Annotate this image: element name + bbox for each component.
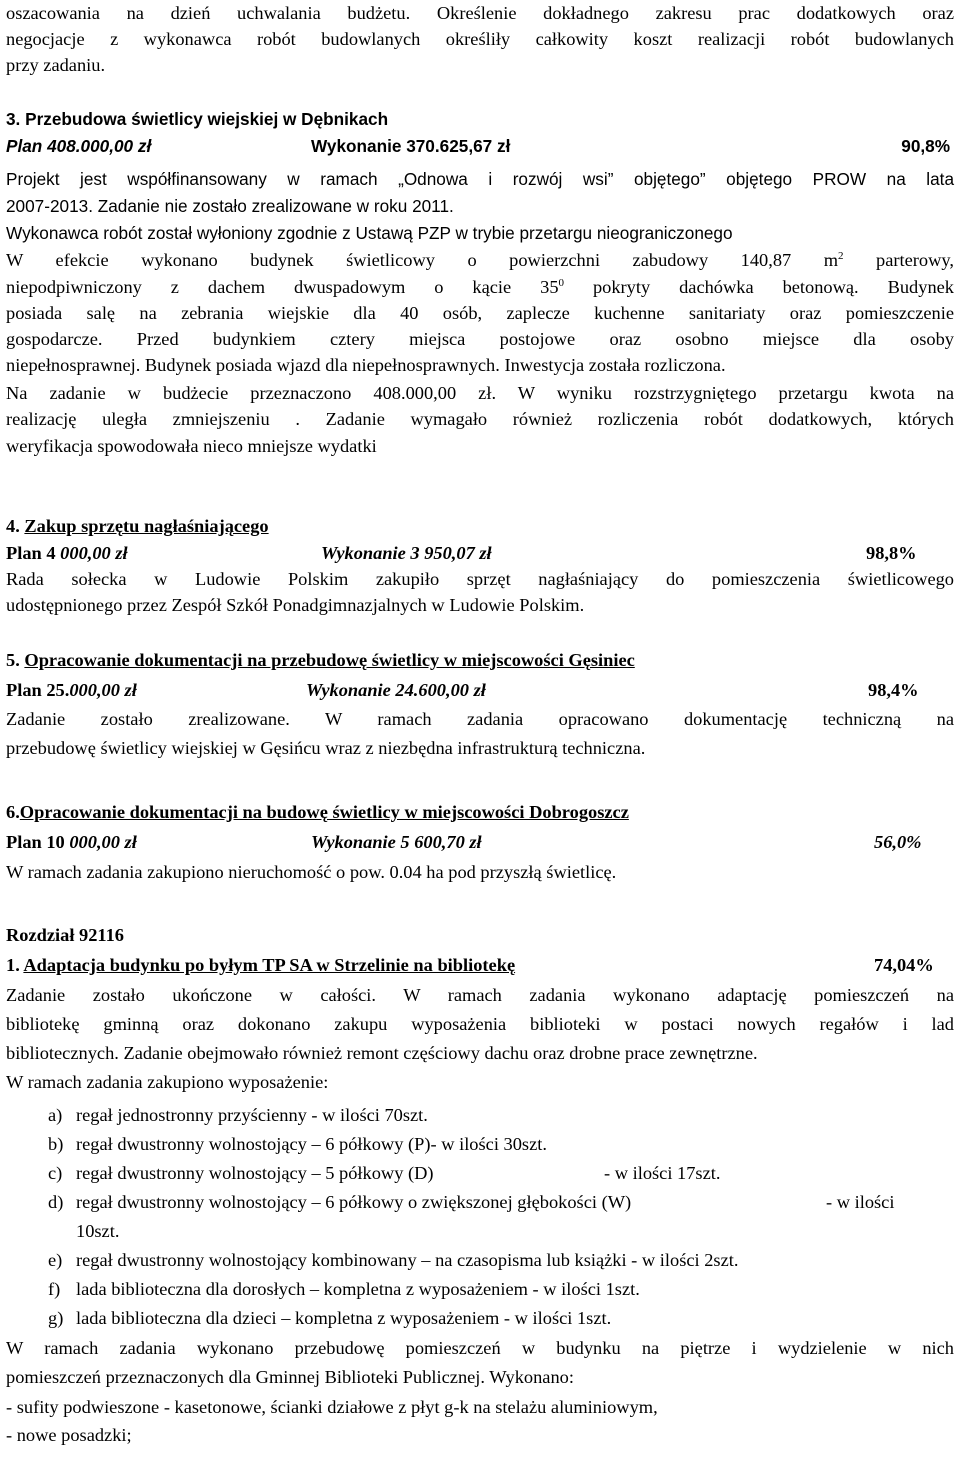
plan-amount: Plan 25.000,00 zł bbox=[6, 680, 137, 700]
plan-amount: Plan 4 000,00 zł bbox=[6, 543, 128, 563]
paragraph-line: - nowe posadzki; bbox=[6, 1425, 132, 1445]
execution-percent: 74,04% bbox=[874, 955, 934, 975]
paragraph-line: Wykonawca robót został wyłoniony zgodnie z Ustawą PZP w trybie przetargu nieograniczonego bbox=[6, 223, 733, 243]
execution-amount: Wykonanie 370.625,67 zł bbox=[311, 136, 511, 156]
paragraph-line: przy zadaniu. bbox=[6, 55, 106, 75]
paragraph-line: 2007-2013. Zadanie nie zostało zrealizowane w roku 2011. bbox=[6, 196, 454, 216]
paragraph-line: bibliotekę gminną oraz dokonano zakupu wyposażenia biblioteki w postaci nowych regałów i lad bbox=[6, 1014, 954, 1034]
paragraph-line: udostępnionego przez Zespół Szkół Ponadgimnazjalnych w Ludowie Polskim. bbox=[6, 595, 585, 615]
list-item: c) regał dwustronny wolnostojący – 5 półkowy (D) - w ilości 17szt. bbox=[48, 1163, 721, 1183]
section-heading: 6.Opracowanie dokumentacji na budowę świetlicy w miejscowości Dobrogoszcz bbox=[6, 802, 629, 822]
list-item-continuation: 10szt. bbox=[76, 1221, 120, 1241]
paragraph-line: przebudowę świetlicy wiejskiej w Gęsińcu wraz z niezbędna infrastrukturą techniczna. bbox=[6, 738, 646, 758]
list-item: b) regał dwustronny wolnostojący – 6 półkowy (P)- w ilości 30szt. bbox=[48, 1134, 547, 1154]
paragraph-line: W efekcie wykonano budynek świetlicowy o powierzchni zabudowy 140,87 $m^2$ parterowy, bbox=[6, 250, 954, 270]
execution-percent: 56,0% bbox=[874, 832, 922, 852]
paragraph-line: niepodpiwniczony z dachem dwuspadowym o kącie $35^0$ pokryty dachówka betonową. Budynek bbox=[6, 277, 954, 297]
list-item: d) regał dwustronny wolnostojący – 6 półkowy o zwiększonej głębokości (W) - w ilości bbox=[48, 1192, 895, 1212]
paragraph-line: Rada sołecka w Ludowie Polskim zakupiło sprzęt nagłaśniający do pomieszczenia świetlicowego bbox=[6, 569, 954, 589]
paragraph-line: niepełnosprawnej. Budynek posiada wjazd dla niepełnosprawnych. Inwestycja została rozliczona. bbox=[6, 355, 726, 375]
execution-amount: Wykonanie 5 600,70 zł bbox=[311, 832, 482, 852]
list-item: a) regał jednostronny przyścienny - w ilości 70szt. bbox=[48, 1105, 428, 1125]
plan-amount: Plan 10 000,00 zł bbox=[6, 832, 137, 852]
section-heading: 5. Opracowanie dokumentacji na przebudowę świetlicy w miejscowości Gęsiniec bbox=[6, 650, 635, 670]
paragraph-line: Projekt jest współfinansowany w ramach „Odnowa i rozwój wsi” objętego” objętego PROW na lata bbox=[6, 169, 954, 189]
execution-amount: Wykonanie 3 950,07 zł bbox=[321, 543, 492, 563]
list-item: g) lada biblioteczna dla dzieci – kompletna z wyposażeniem - w ilości 1szt. bbox=[48, 1308, 612, 1328]
paragraph-line: - sufity podwieszone - kasetonowe, ścianki działowe z płyt g-k na stelażu aluminiowym, bbox=[6, 1397, 658, 1417]
paragraph-line: gospodarcze. Przed budynkiem cztery miejsca postojowe oraz osobno miejsce dla osoby bbox=[6, 329, 954, 349]
list-item: e) regał dwustronny wolnostojący kombinowany – na czasopisma lub książki - w ilości 2szt. bbox=[48, 1250, 739, 1270]
paragraph-line: negocjacje z wykonawca robót budowlanych określiły całkowity koszt realizacji robót budowlanych bbox=[6, 29, 954, 49]
list-item: f) lada biblioteczna dla dorosłych – kompletna z wyposażeniem - w ilości 1szt. bbox=[48, 1279, 640, 1299]
paragraph-line: W ramach zadania wykonano przebudowę pomieszczeń w budynku na piętrze i wydzielenie w nich bbox=[6, 1338, 954, 1358]
paragraph-line: oszacowania na dzień uchwalania budżetu. Określenie dokładnego zakresu prac dodatkowych oraz bbox=[6, 3, 954, 23]
paragraph-line: weryfikacja spowodowała nieco mniejsze wydatki bbox=[6, 436, 377, 456]
paragraph-line: Zadanie zostało zrealizowane. W ramach zadania opracowano dokumentację techniczną na bbox=[6, 709, 954, 729]
chapter-heading: Rozdział 92116 bbox=[6, 925, 125, 945]
paragraph-line: W ramach zadania zakupiono wyposażenie: bbox=[6, 1072, 329, 1092]
paragraph-line: W ramach zadania zakupiono nieruchomość o pow. 0.04 ha pod przyszłą świetlicę. bbox=[6, 862, 617, 882]
execution-percent: 90,8% bbox=[901, 136, 950, 156]
section-heading: 4. Zakup sprzętu nagłaśniającego bbox=[6, 516, 269, 536]
item-heading-row: 1. Adaptacja budynku po byłym TP SA w Strzelinie na bibliotekę 74,04% bbox=[6, 952, 954, 978]
paragraph-line: realizację uległa zmniejszeniu . Zadanie wymagało również rozliczenia robót dodatkowych, których bbox=[6, 409, 954, 429]
paragraph-line: bibliotecznych. Zadanie obejmowało również remont częściowy dachu oraz drobne prace zewnętrzne. bbox=[6, 1043, 758, 1063]
execution-amount: Wykonanie 24.600,00 zł bbox=[306, 680, 486, 700]
paragraph-line: Na zadanie w budżecie przeznaczono 408.000,00 zł. W wyniku rozstrzygniętego przetargu kwota na bbox=[6, 383, 954, 403]
paragraph-line: posiada salę na zebrania wiejskie dla 40 osób, zaplecze kuchenne sanitariaty oraz pomieszczenie bbox=[6, 303, 954, 323]
execution-percent: 98,4% bbox=[868, 680, 919, 700]
section-heading: 3. Przebudowa świetlicy wiejskiej w Dębnikach bbox=[6, 109, 389, 129]
paragraph-line: pomieszczeń przeznaczonych dla Gminnej Biblioteki Publicznej. Wykonano: bbox=[6, 1367, 574, 1387]
execution-percent: 98,8% bbox=[866, 543, 917, 563]
plan-amount: Plan 408.000,00 zł bbox=[6, 136, 152, 156]
paragraph-line: Zadanie zostało ukończone w całości. W ramach zadania wykonano adaptację pomieszczeń na bbox=[6, 985, 954, 1005]
